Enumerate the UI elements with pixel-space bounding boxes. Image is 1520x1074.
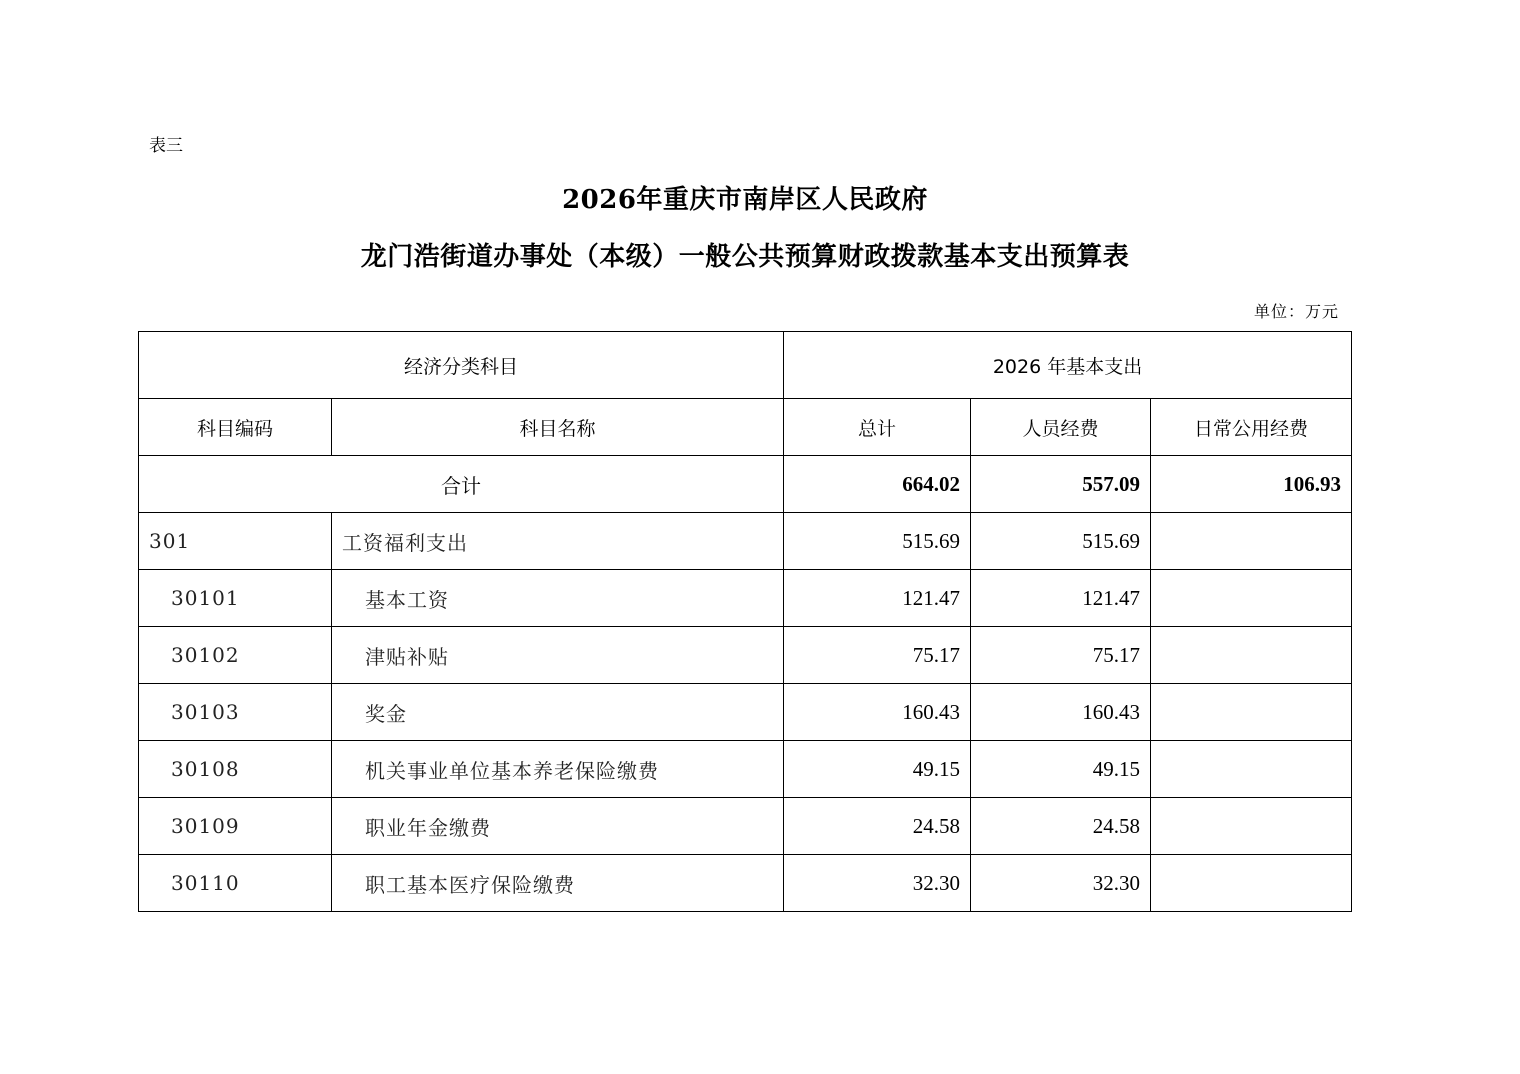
row-total: 24.58 — [784, 798, 971, 855]
summary-label: 合计 — [139, 456, 784, 513]
table-row — [139, 570, 1352, 627]
header-personnel: 人员经费 — [971, 399, 1151, 456]
header-public: 日常公用经费 — [1151, 399, 1352, 456]
row-total: 121.47 — [784, 570, 971, 627]
row-total: 75.17 — [784, 627, 971, 684]
row-name: 机关事业单位基本养老保险缴费 — [332, 741, 784, 798]
row-personnel: 49.15 — [971, 741, 1151, 798]
table-row — [139, 855, 1352, 912]
column-header-row — [139, 399, 1352, 456]
row-code: 301 — [139, 513, 332, 570]
summary-total: 664.02 — [784, 456, 971, 513]
summary-row — [139, 456, 1352, 513]
row-public — [1151, 513, 1352, 570]
table-row — [139, 684, 1352, 741]
row-code: 30101 — [139, 570, 332, 627]
row-personnel: 75.17 — [971, 627, 1151, 684]
row-name: 工资福利支出 — [332, 513, 784, 570]
row-name: 职业年金缴费 — [332, 798, 784, 855]
row-total: 32.30 — [784, 855, 971, 912]
row-code: 30108 — [139, 741, 332, 798]
row-code: 30109 — [139, 798, 332, 855]
row-personnel: 121.47 — [971, 570, 1151, 627]
row-code: 30102 — [139, 627, 332, 684]
unit-label: 单位：万元 — [1253, 302, 1339, 321]
row-public — [1151, 627, 1352, 684]
document-title-line1: 2026年重庆市南岸区人民政府 — [562, 185, 928, 215]
row-total: 515.69 — [784, 513, 971, 570]
row-public — [1151, 798, 1352, 855]
row-personnel: 24.58 — [971, 798, 1151, 855]
row-personnel: 160.43 — [971, 684, 1151, 741]
row-code: 30103 — [139, 684, 332, 741]
row-public — [1151, 684, 1352, 741]
table-row — [139, 798, 1352, 855]
row-code: 30110 — [139, 855, 332, 912]
row-total: 160.43 — [784, 684, 971, 741]
row-public — [1151, 741, 1352, 798]
table-row — [139, 627, 1352, 684]
row-name: 奖金 — [332, 684, 784, 741]
row-total: 49.15 — [784, 741, 971, 798]
row-public — [1151, 570, 1352, 627]
budget-table — [138, 331, 1352, 912]
table-label: 表三 — [149, 136, 183, 156]
header-basic-expenditure: 2026 年基本支出 — [784, 332, 1352, 399]
summary-personnel: 557.09 — [971, 456, 1151, 513]
document-title-line2: 龙门浩街道办事处（本级）一般公共预算财政拨款基本支出预算表 — [360, 242, 1130, 272]
group-header-row — [139, 332, 1352, 399]
table-row — [139, 741, 1352, 798]
row-personnel: 515.69 — [971, 513, 1151, 570]
row-name: 津贴补贴 — [332, 627, 784, 684]
header-economic-classification: 经济分类科目 — [139, 332, 784, 399]
header-name: 科目名称 — [332, 399, 784, 456]
row-personnel: 32.30 — [971, 855, 1151, 912]
row-public — [1151, 855, 1352, 912]
table-row — [139, 513, 1352, 570]
row-name: 基本工资 — [332, 570, 784, 627]
header-total: 总计 — [784, 399, 971, 456]
row-name: 职工基本医疗保险缴费 — [332, 855, 784, 912]
header-code: 科目编码 — [139, 399, 332, 456]
summary-public: 106.93 — [1151, 456, 1352, 513]
